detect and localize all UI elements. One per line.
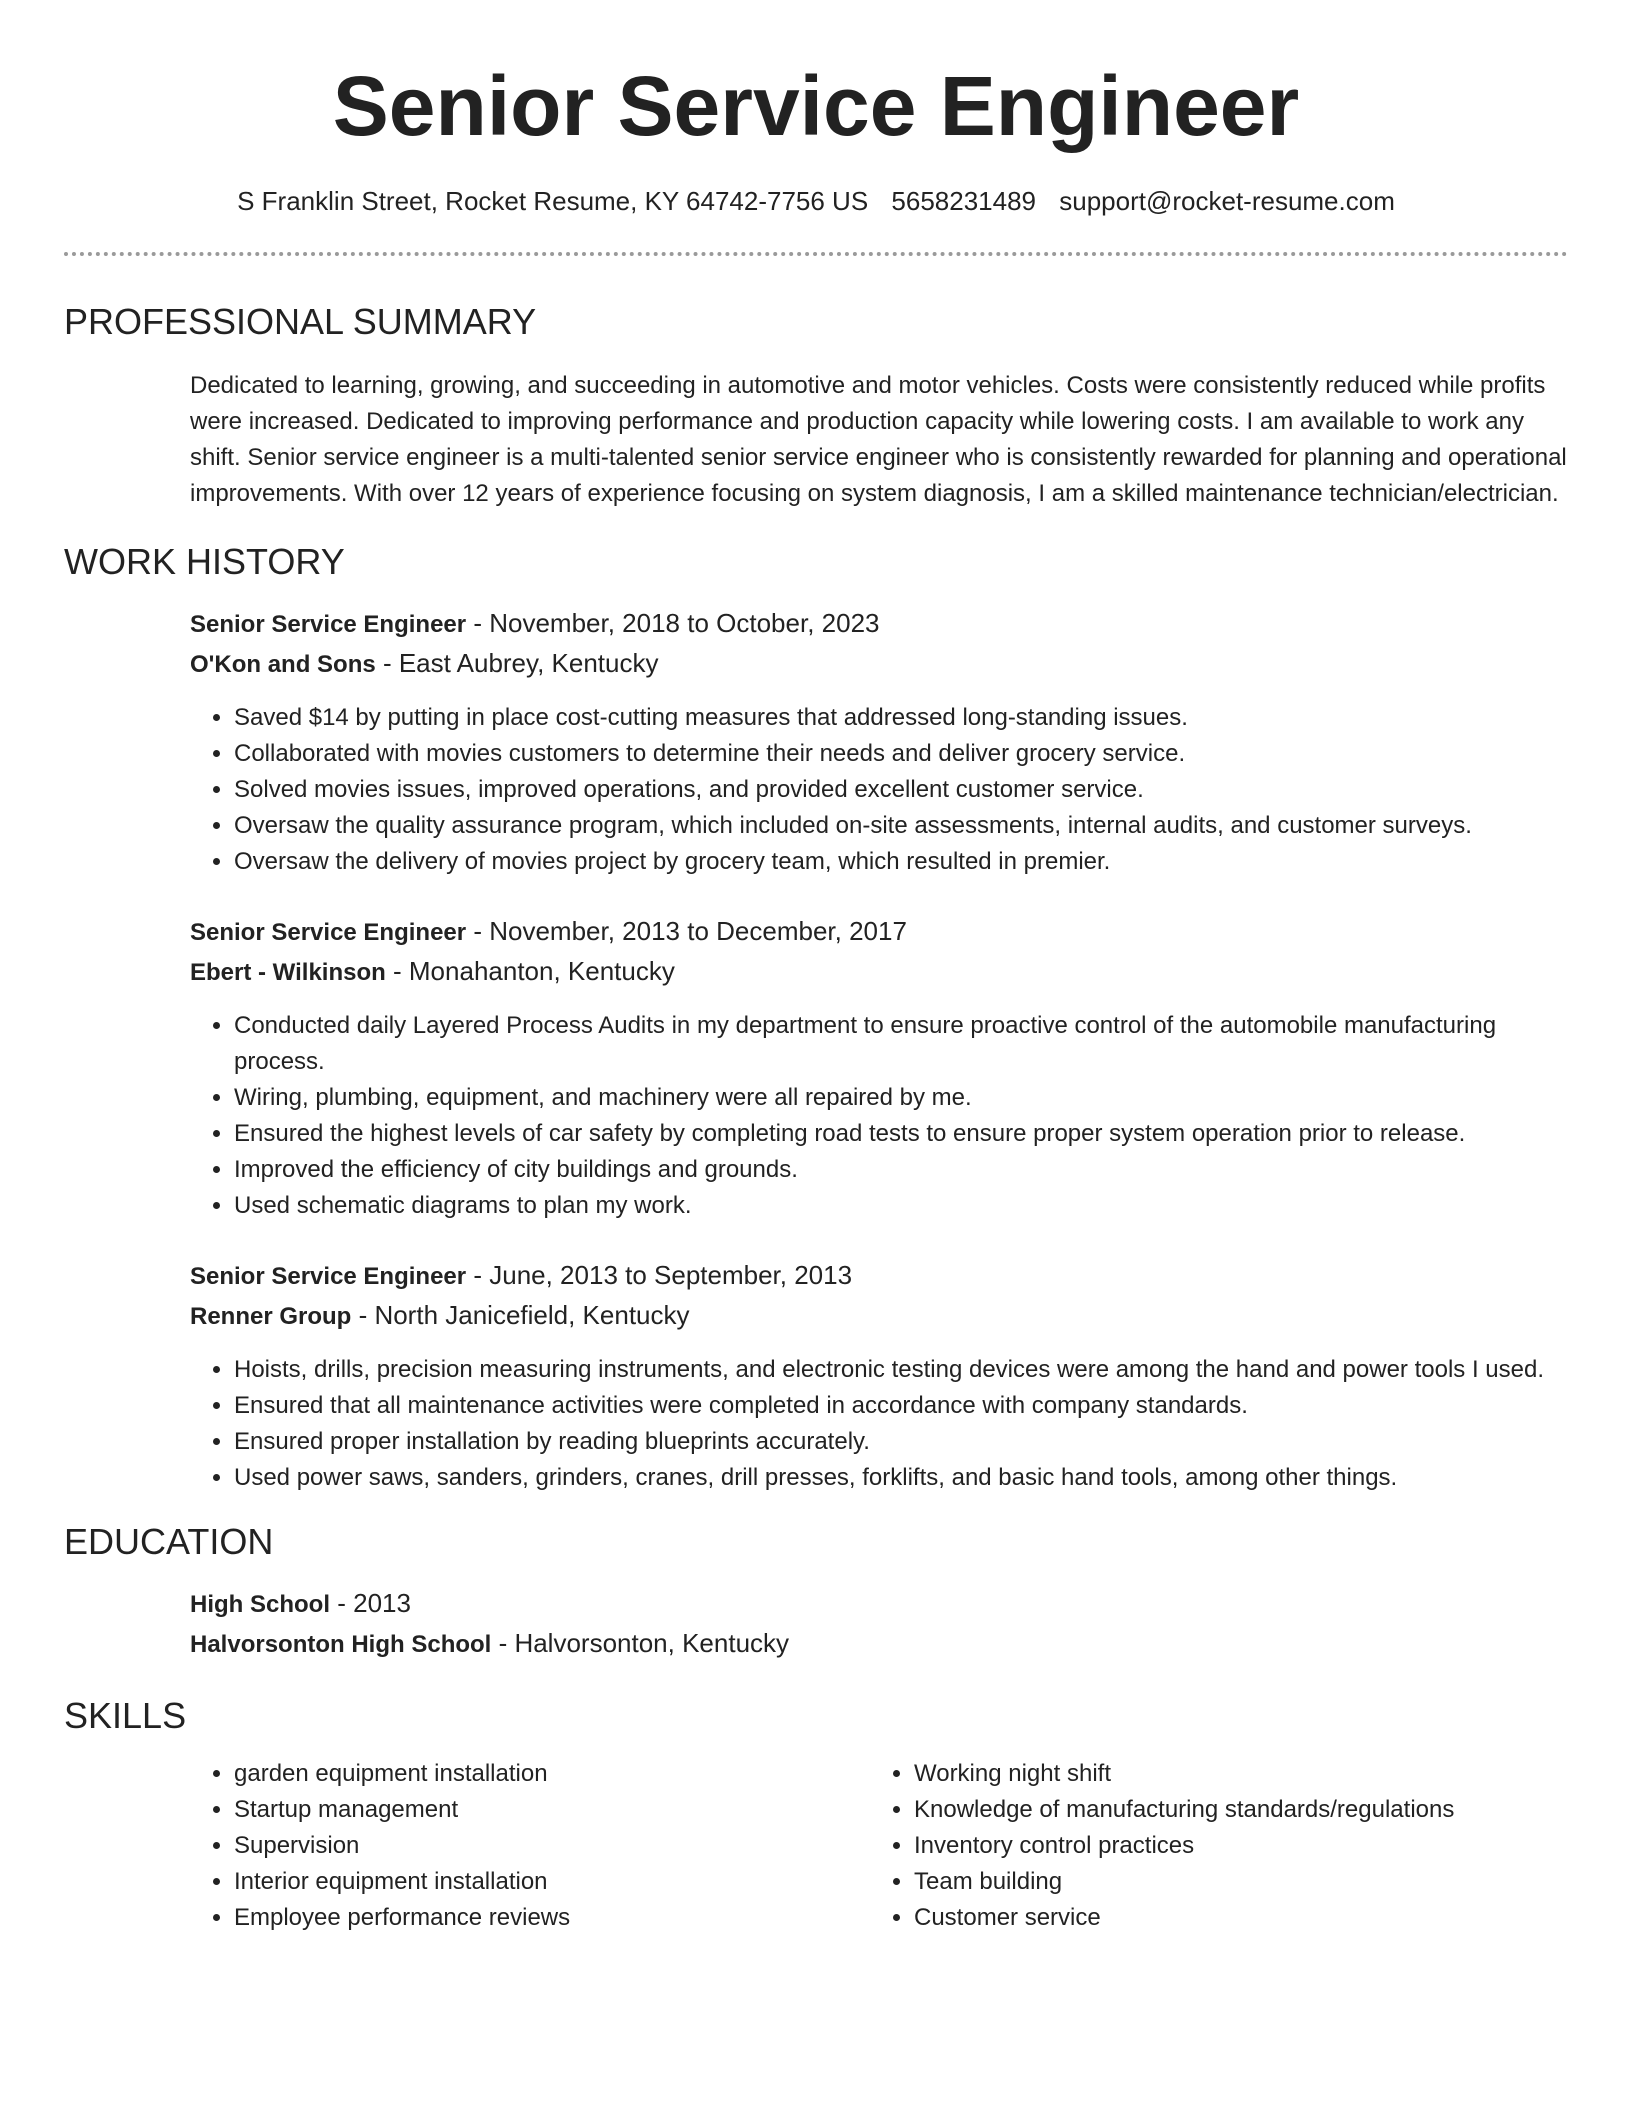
skill-item: • Startup management	[234, 1792, 870, 1828]
job-bullet: • Oversaw the quality assurance program, which included on-site assessments, internal audits, and customer surveys.	[234, 808, 1568, 844]
job-company: Renner Group	[190, 1303, 352, 1330]
job-bullet: • Conducted daily Layered Process Audits in my department to ensure proactive control of the automobile manufacturing process.	[234, 1008, 1568, 1080]
education-year: - 2013	[330, 1588, 411, 1618]
education-location: - Halvorsonton, Kentucky	[491, 1628, 790, 1658]
skill-item: • garden equipment installation	[234, 1756, 870, 1792]
job-company-line	[190, 952, 1568, 992]
skill-item: • Interior equipment installation	[234, 1864, 870, 1900]
job-bullet: • Wiring, plumbing, equipment, and machinery were all repaired by me.	[234, 1080, 1568, 1116]
education-school-line	[190, 1624, 1568, 1664]
job-bullet: • Collaborated with movies customers to determine their needs and deliver grocery service.	[234, 736, 1568, 772]
job-dates: - November, 2013 to December, 2017	[466, 916, 907, 946]
job-bullet: • Used schematic diagrams to plan my work.	[234, 1188, 1568, 1224]
skill-item: • Knowledge of manufacturing standards/regulations	[914, 1792, 1550, 1828]
job-entry	[190, 604, 1568, 880]
job-bullets	[190, 1008, 1568, 1224]
work-history-section	[64, 540, 1568, 1496]
contact-email: support@rocket-resume.com	[1059, 186, 1395, 216]
job-bullet: • Solved movies issues, improved operations, and provided excellent customer service.	[234, 772, 1568, 808]
job-entry	[190, 912, 1568, 1224]
job-company-line	[190, 644, 1568, 684]
skill-item: • Customer service	[914, 1900, 1550, 1936]
job-entry	[190, 1256, 1568, 1496]
job-role: Senior Service Engineer	[190, 1263, 467, 1290]
education-heading: EDUCATION	[64, 1521, 274, 1562]
job-dates: - June, 2013 to September, 2013	[466, 1260, 853, 1290]
job-title-line	[190, 604, 1568, 644]
summary-text: Dedicated to learning, growing, and succeeding in automotive and motor vehicles. Costs were consistently reduced while profits were increased. Dedicated to improving performance and production capacity while lowering costs. I am available to work any shift. Senior service engineer is a multi-talented senior service engineer who is consistently rewarded for planning and operational improvements. With over 12 years of experience focusing on system diagnosis, I am a skilled maintenance technician/electrician.	[190, 372, 1567, 507]
skills-heading: SKILLS	[64, 1695, 187, 1736]
job-role: Senior Service Engineer	[190, 611, 467, 638]
job-location: - North Janicefield, Kentucky	[351, 1300, 690, 1330]
contact-phone: 5658231489	[891, 186, 1037, 216]
job-location: - East Aubrey, Kentucky	[375, 648, 659, 678]
skill-item: • Team building	[914, 1864, 1550, 1900]
skill-item: • Employee performance reviews	[234, 1900, 870, 1936]
job-company: Ebert - Wilkinson	[190, 959, 386, 986]
summary-section	[64, 300, 1568, 512]
job-role: Senior Service Engineer	[190, 919, 467, 946]
skills-right-column	[870, 1756, 1550, 1936]
work-history-heading: WORK HISTORY	[64, 541, 345, 582]
skills-left-column	[190, 1756, 870, 1936]
job-bullet: • Oversaw the delivery of movies project by grocery team, which resulted in premier.	[234, 844, 1568, 880]
contact-address: S Franklin Street, Rocket Resume, KY 64742-7756 US	[237, 186, 869, 216]
job-bullet: • Saved $14 by putting in place cost-cutting measures that addressed long-standing issues.	[234, 700, 1568, 736]
education-degree: High School	[190, 1591, 330, 1618]
job-bullet: • Ensured proper installation by reading blueprints accurately.	[234, 1424, 1568, 1460]
resume-page	[64, 0, 1568, 1936]
skill-item: • Inventory control practices	[914, 1828, 1550, 1864]
summary-heading: PROFESSIONAL SUMMARY	[64, 301, 537, 342]
job-bullets	[190, 700, 1568, 880]
job-company-line	[190, 1296, 1568, 1336]
skill-item: • Working night shift	[914, 1756, 1550, 1792]
job-title-line	[190, 1256, 1568, 1296]
skills-columns	[190, 1756, 1568, 1936]
job-location: - Monahanton, Kentucky	[385, 956, 675, 986]
header-divider	[64, 252, 1568, 256]
education-entry	[190, 1584, 1568, 1664]
job-bullet: • Ensured that all maintenance activities were completed in accordance with company standards.	[234, 1388, 1568, 1424]
job-dates: - November, 2018 to October, 2023	[466, 608, 880, 638]
job-title-line	[190, 912, 1568, 952]
job-bullet: • Improved the efficiency of city buildings and grounds.	[234, 1152, 1568, 1188]
education-school: Halvorsonton High School	[190, 1631, 492, 1658]
contact-line	[64, 184, 1568, 218]
skill-item: • Supervision	[234, 1828, 870, 1864]
job-bullets	[190, 1352, 1568, 1496]
job-bullet: • Used power saws, sanders, grinders, cranes, drill presses, forklifts, and basic hand tools, among other things.	[234, 1460, 1568, 1496]
job-bullet: • Ensured the highest levels of car safety by completing road tests to ensure proper system operation prior to release.	[234, 1116, 1568, 1152]
education-section	[64, 1520, 1568, 1664]
education-degree-line	[190, 1584, 1568, 1624]
job-company: O'Kon and Sons	[190, 651, 376, 678]
skills-section	[64, 1694, 1568, 1936]
resume-name: Senior Service Engineer	[332, 59, 1300, 153]
job-bullet: • Hoists, drills, precision measuring instruments, and electronic testing devices were among the hand and power tools I used.	[234, 1352, 1568, 1388]
